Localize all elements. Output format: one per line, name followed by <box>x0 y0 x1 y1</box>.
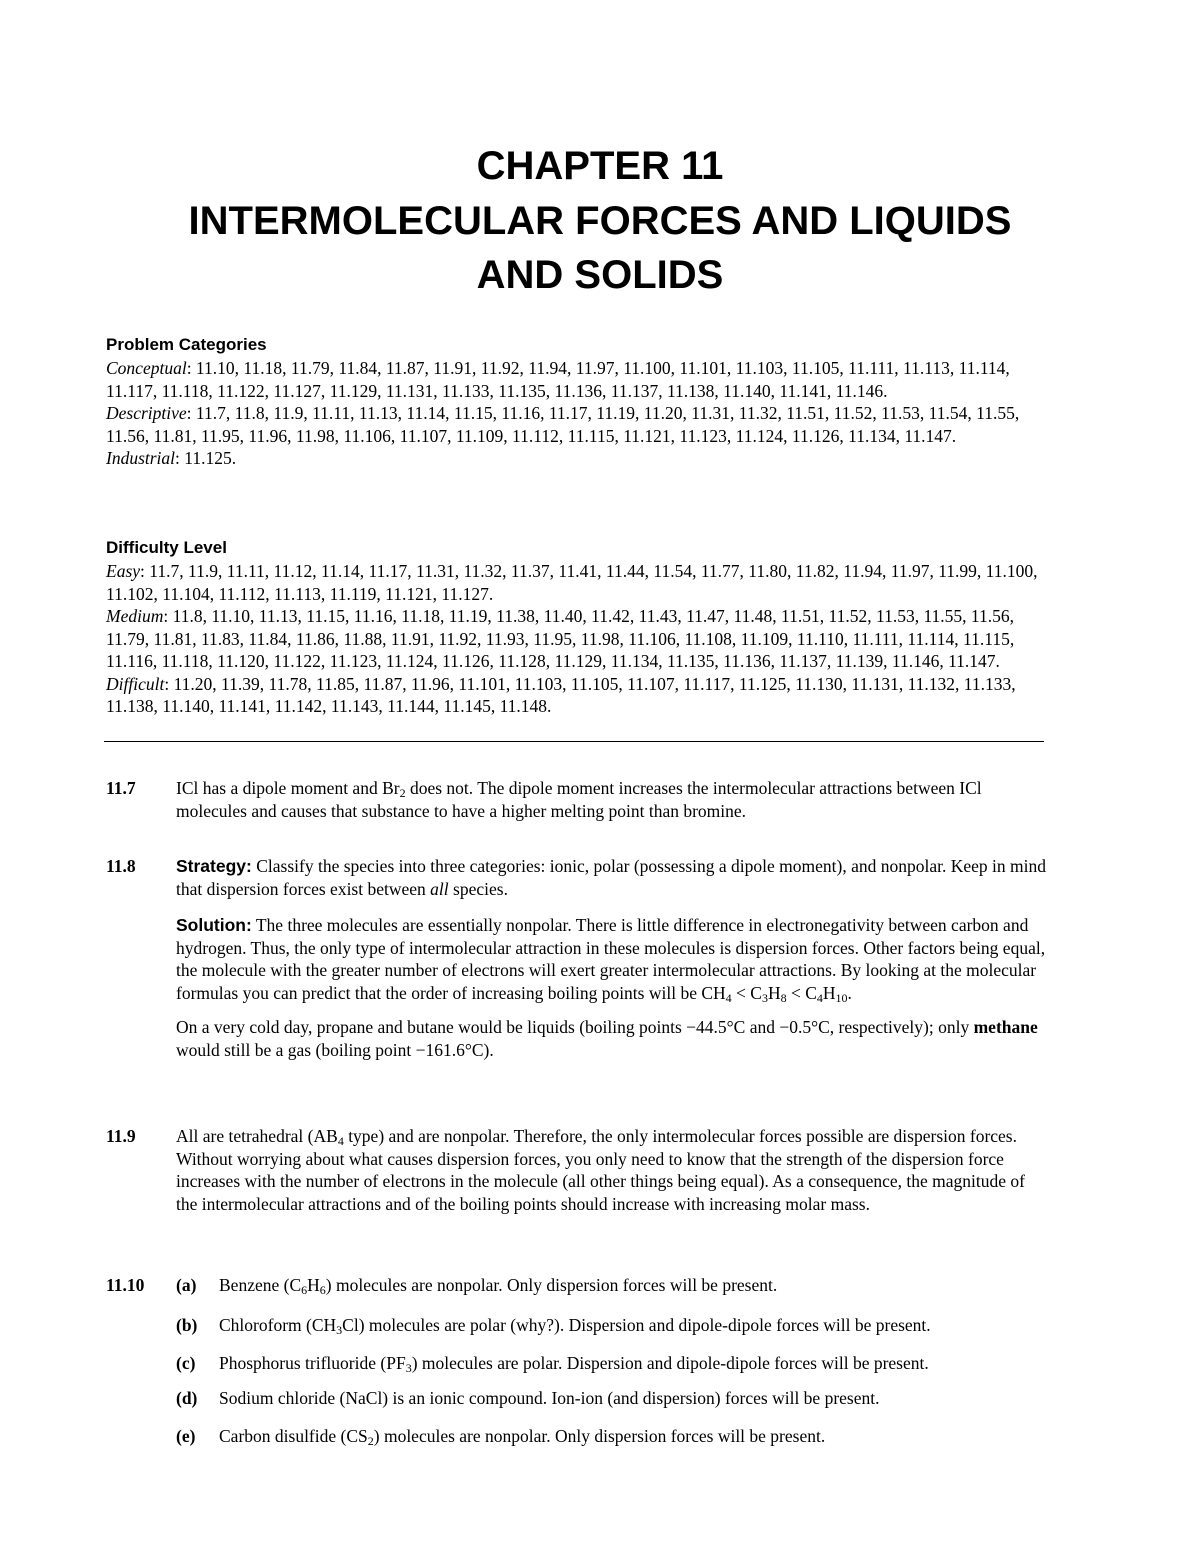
solution-label: Solution: <box>176 915 252 935</box>
text-run: H <box>822 982 836 1003</box>
strategy-label: Strategy: <box>176 856 252 876</box>
conclusion-paragraph <box>176 1016 1046 1061</box>
conceptual-label: Conceptual <box>106 358 187 378</box>
easy-values: : 11.7, 11.9, 11.11, 11.12, 11.14, 11.17, 11.31, 11.32, 11.37, 11.41, 11.44, 11.54, 11.77, 11.80, 11.82, 11.94, 11.97, 11.99, 11.100, 11.102, 11.104, 11.112, 11.113, 11.119, 11.121, 11.127. <box>106 561 1038 604</box>
problem-categories <box>106 333 1046 470</box>
text-run: H <box>767 982 781 1003</box>
easy-list <box>106 560 1046 605</box>
text-run: Classify the species into three categories: ionic, polar (possessing a dipole moment), and nonpolar. Keep in mind that dispersion forces exist between <box>176 856 1046 899</box>
subscript: 2 <box>367 1434 374 1448</box>
sub-item-letter: (b) <box>176 1315 198 1335</box>
medium-values: : 11.8, 11.10, 11.13, 11.15, 11.16, 11.18, 11.19, 11.38, 11.40, 11.42, 11.43, 11.47, 11.48, 11.51, 11.52, 11.53, 11.55, 11.56, 11.79, 11.81, 11.83, 11.84, 11.86, 11.88, 11.91, 11.92, 11.93, 11.95, 11.98, 11.106, 11.108, 11.109, 11.110, 11.111, 11.114, 11.115, 11.116, 11.118, 11.120, 11.122, 11.123, 11.124, 11.126, 11.128, 11.129, 11.134, 11.135, 11.136, 11.137, 11.139, 11.146, 11.147. <box>106 606 1015 671</box>
text-run: Benzene (C <box>219 1275 302 1295</box>
text-run: Phosphorus trifluoride (PF <box>219 1353 406 1373</box>
sub-item-letter: (e) <box>176 1426 196 1446</box>
subscript: 10 <box>835 990 848 1005</box>
conceptual-values: : 11.10, 11.18, 11.79, 11.84, 11.87, 11.91, 11.92, 11.94, 11.97, 11.100, 11.101, 11.103, 11.105, 11.111, 11.113, 11.114, 11.117, 11.118, 11.122, 11.127, 11.129, 11.131, 11.133, 11.135, 11.136, 11.137, 11.138, 11.140, 11.141, 11.146. <box>106 358 1010 401</box>
subscript: 3 <box>336 1323 343 1337</box>
subscript: 3 <box>761 990 768 1005</box>
subscript: 4 <box>725 990 732 1005</box>
subscript: 2 <box>399 786 406 800</box>
text-run: would still be a gas (boiling point −161.6°C). <box>176 1039 494 1060</box>
industrial-values: : 11.125. <box>175 448 237 468</box>
text-run: ) molecules are nonpolar. Only dispersion forces will be present. <box>325 1275 778 1295</box>
subscript: 6 <box>301 1283 308 1297</box>
text-run: Sodium chloride (NaCl) is an ionic compound. Ion-ion (and dispersion) forces will be present. <box>219 1388 880 1408</box>
industrial-label: Industrial <box>106 448 176 468</box>
problem-text <box>176 855 1046 1061</box>
sub-item-letter: (d) <box>176 1388 198 1408</box>
medium-list <box>106 605 1046 673</box>
descriptive-list <box>106 402 1046 447</box>
text-run: On a very cold day, propane and butane would be liquids (boiling points −44.5°C and −0.5°C, respectively); only <box>176 1017 974 1037</box>
problem-number: 11.7 <box>106 778 136 798</box>
chapter-title-line-1: INTERMOLECULAR FORCES AND LIQUIDS <box>188 199 1012 243</box>
difficult-list <box>106 673 1046 718</box>
subscript: 4 <box>337 1134 344 1148</box>
text-run: type) and are nonpolar. Therefore, the only intermolecular forces possible are dispersion forces. Without worrying about what causes dispersion forces, you only need to know that the strength of the dispersion force increases with the number of electrons in the molecule (all other things being equal). As a consequence, the magnitude of the intermolecular attractions and of the boiling points should increase with increasing molar mass. <box>176 1126 1025 1214</box>
text-run: The three molecules are essentially nonpolar. There is little difference in electronegativity between carbon and hydrogen. Thus, the only type of intermolecular attraction in these molecules is dispersion forces. Other factors being equal, the molecule with the greater number of electrons will exert greater intermolecular attractions. By looking at the molecular formulas you can predict that the order of increasing boiling points will be CH <box>176 915 1046 1003</box>
sub-item-letter: (c) <box>176 1353 196 1373</box>
text-run: ) molecules are nonpolar. Only dispersion forces will be present. <box>373 1426 826 1446</box>
problem-number: 11.9 <box>106 1126 136 1146</box>
text-run: does not. The dipole moment increases the intermolecular attractions between ICl molecules and causes that substance to have a higher melting point than bromine. <box>176 778 982 821</box>
descriptive-values: : 11.7, 11.8, 11.9, 11.11, 11.13, 11.14, 11.15, 11.16, 11.17, 11.19, 11.20, 11.31, 11.32, 11.51, 11.52, 11.53, 11.54, 11.55, 11.56, 11.81, 11.95, 11.96, 11.98, 11.106, 11.107, 11.109, 11.112, 11.115, 11.121, 11.123, 11.124, 11.126, 11.134, 11.147. <box>106 403 1020 446</box>
subscript: 4 <box>816 990 823 1005</box>
sub-item-text <box>219 1387 1046 1410</box>
text-run: < C <box>731 982 762 1003</box>
text-run: All are tetrahedral (AB <box>176 1126 338 1146</box>
text-run: ) molecules are polar. Dispersion and dipole-dipole forces will be present. <box>411 1353 929 1373</box>
problem-number: 11.10 <box>106 1275 145 1295</box>
descriptive-label: Descriptive <box>106 403 187 423</box>
difficult-label: Difficult <box>106 673 165 694</box>
difficulty-level-title: Difficulty Level <box>106 538 227 557</box>
strategy-paragraph <box>176 855 1046 900</box>
solution-paragraph <box>176 914 1046 1004</box>
chapter-number: CHAPTER 11 <box>476 144 724 188</box>
sub-item-text <box>219 1425 1046 1448</box>
industrial-list <box>106 447 1046 470</box>
text-run: Carbon disulfide (CS <box>219 1426 368 1446</box>
chapter-title-line-2: AND SOLIDS <box>476 253 724 297</box>
difficulty-level <box>106 536 1046 718</box>
text-run: species. <box>448 878 508 899</box>
problem-text <box>176 1125 1046 1215</box>
section-divider <box>104 741 1044 742</box>
subscript: 8 <box>780 990 787 1005</box>
text-run: Cl) molecules are polar (why?). Dispersion and dipole-dipole forces will be present. <box>342 1315 931 1335</box>
text-run: < C <box>786 982 817 1003</box>
sub-item-text <box>219 1352 1046 1375</box>
problem-categories-title: Problem Categories <box>106 335 267 354</box>
problem-number: 11.8 <box>106 856 136 876</box>
subscript: 3 <box>405 1361 412 1375</box>
conceptual-list <box>106 357 1046 402</box>
bold-term: methane <box>973 1017 1038 1037</box>
easy-label: Easy <box>106 561 141 581</box>
text-run: . <box>847 982 852 1003</box>
text-run: ICl has a dipole moment and Br <box>176 778 400 798</box>
sub-item-text <box>219 1314 1046 1337</box>
difficult-values: : 11.20, 11.39, 11.78, 11.85, 11.87, 11.96, 11.101, 11.103, 11.105, 11.107, 11.117, 11.125, 11.130, 11.131, 11.132, 11.133, 11.138, 11.140, 11.141, 11.142, 11.143, 11.144, 11.145, 11.148. <box>106 673 1016 716</box>
text-run: H <box>307 1275 320 1295</box>
subscript: 6 <box>319 1283 326 1297</box>
problem-text <box>176 777 1046 822</box>
text-run: Chloroform (CH <box>219 1315 337 1335</box>
medium-label: Medium <box>106 606 164 626</box>
sub-item-text <box>219 1274 1046 1297</box>
sub-item-letter: (a) <box>176 1275 197 1295</box>
emphasis: all <box>430 878 449 899</box>
